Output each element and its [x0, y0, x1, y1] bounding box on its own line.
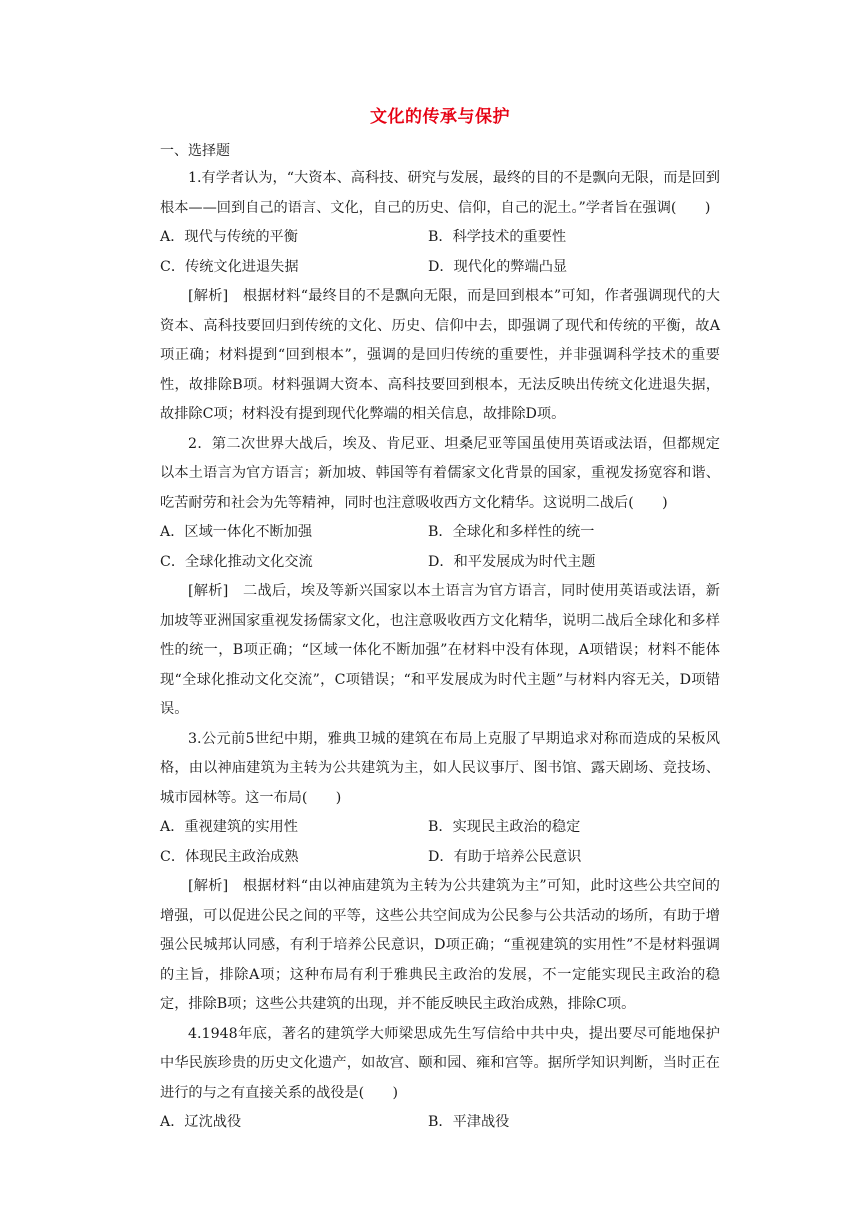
option-list [160, 813, 720, 872]
section-heading: 一、选择题 [160, 143, 230, 159]
option-b: B．平津战役 [428, 1114, 510, 1130]
question-analysis: [解析] 根据材料“由以神庙建筑为主转为公共建筑为主”可知，此时这些公共空间的增强，可以促进公民之间的平等，这些公共空间成为公民参与公共活动的场所，有助于增强公民城邦认同感，有利于培养公民意识，D项正确；“重视建筑的实用性”不是材料强调的主旨，排除A项；这种布局有利于雅典民主政治的发展，不一定能实现民主政治的稳定，排除B项；这些公共建筑的出现，并不能反映民主政治成熟，排除C项。 [160, 878, 720, 1012]
option-a: A．重视建筑的实用性 [160, 819, 298, 835]
question-stem: 2．第二次世界大战后，埃及、肯尼亚、坦桑尼亚等国虽使用英语或法语，但都规定以本土语言为官方语言；新加坡、韩国等有着儒家文化背景的国家，重视发扬宽容和谐、吃苦耐劳和社会为先等精神，同时也注意吸收西方文化精华。这说明二战后( ) [160, 435, 720, 511]
option-list [160, 1108, 720, 1138]
option-b: B．实现民主政治的稳定 [428, 819, 581, 835]
option-c: C．全球化推动文化交流 [160, 553, 313, 570]
question-2 [160, 430, 720, 725]
option-list [160, 518, 720, 577]
question-stem: 3.公元前5世纪中期，雅典卫城的建筑在布局上克服了早期追求对称而造成的呆板风格，由以神庙建筑为主转为公共建筑为主，如人民议事厅、图书馆、露天剧场、竞技场、城市园林等。这一布局( ) [160, 730, 720, 806]
option-a: A．辽沈战役 [160, 1114, 242, 1130]
document-title: 文化的传承与保护 [370, 107, 510, 127]
option-a: A．现代与传统的平衡 [160, 229, 298, 245]
option-a: A．区域一体化不断加强 [160, 524, 313, 540]
option-b: B．全球化和多样性的统一 [428, 524, 595, 540]
question-1 [160, 164, 720, 430]
question-analysis: [解析] 根据材料“最终目的不是飘向无限，而是回到根本”可知，作者强调现代的大资本、高科技要回归到传统的文化、历史、信仰中去，即强调了现代和传统的平衡，故A项正确；材料提到“回到根本”，强调的是回归传统的重要性，并非强调科学技术的重要性，故排除B项。材料强调大资本、高科技要回到根本，无法反映出传统文化进退失据，故排除C项；材料没有提到现代化弊端的相关信息，故排除D项。 [160, 288, 720, 422]
option-c: C．传统文化进退失据 [160, 258, 299, 275]
question-4 [160, 1020, 720, 1138]
question-stem: 4.1948年底，著名的建筑学大师梁思成先生写信给中共中央，提出要尽可能地保护中华民族珍贵的历史文化遗产，如故宫、颐和园、雍和宫等。据所学知识判断，当时正在进行的与之有直接关系的战役是( ) [160, 1025, 720, 1101]
option-d: D．和平发展成为时代主题 [428, 553, 596, 570]
question-analysis: [解析] 二战后，埃及等新兴国家以本土语言为官方语言，同时使用英语或法语，新加坡等亚洲国家重视发扬儒家文化，也注意吸收西方文化精华，说明二战后全球化和多样性的统一，B项正确；“区域一体化不断加强”在材料中没有体现，A项错误；材料不能体现“全球化推动文化交流”，C项错误；“和平发展成为时代主题”与材料内容无关，D项错误。 [160, 583, 720, 717]
document-page [160, 100, 720, 1138]
option-b: B．科学技术的重要性 [428, 229, 567, 245]
question-3 [160, 725, 720, 1020]
option-d: D．有助于培养公民意识 [428, 848, 582, 865]
option-list [160, 223, 720, 282]
question-stem: 1.有学者认为，“大资本、高科技、研究与发展，最终的目的不是飘向无限，而是回到根本——回到自己的语言、文化，自己的历史、信仰，自己的泥土。”学者旨在强调( ) [160, 170, 720, 216]
option-c: C．体现民主政治成熟 [160, 848, 299, 865]
option-d: D．现代化的弊端凸显 [428, 258, 568, 275]
